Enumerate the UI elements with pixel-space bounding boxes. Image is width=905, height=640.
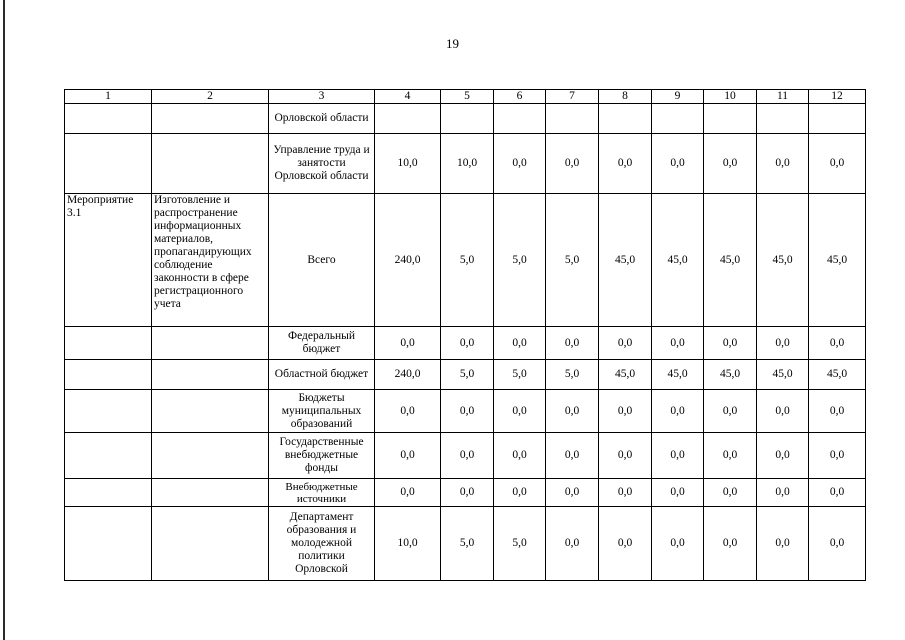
event-cell: [65, 390, 152, 433]
value-cell: 0,0: [652, 327, 704, 360]
value-cell: 0,0: [704, 390, 757, 433]
event-cell: [65, 507, 152, 581]
value-cell: [494, 104, 546, 134]
value-cell: 0,0: [441, 390, 494, 433]
header-cell: 10: [704, 90, 757, 104]
source-cell: Всего: [269, 194, 375, 327]
value-cell: 0,0: [375, 433, 441, 479]
page-number: 19: [446, 36, 459, 51]
table-row: [65, 194, 866, 327]
value-cell: 0,0: [599, 433, 652, 479]
value-cell: 0,0: [757, 390, 809, 433]
value-cell: 45,0: [599, 194, 652, 327]
table-row: [65, 390, 866, 433]
value-cell: 0,0: [809, 390, 866, 433]
source-cell: Орловской области: [269, 104, 375, 134]
value-cell: 0,0: [809, 134, 866, 194]
value-cell: 5,0: [494, 507, 546, 581]
description-cell: [152, 134, 269, 194]
value-cell: 0,0: [441, 327, 494, 360]
value-cell: 0,0: [809, 479, 866, 507]
scan-edge-line: [3, 0, 5, 640]
value-cell: 0,0: [704, 433, 757, 479]
value-cell: 0,0: [757, 327, 809, 360]
source-cell: Управление труда и занятости Орловской области: [269, 134, 375, 194]
header-cell: 8: [599, 90, 652, 104]
value-cell: 5,0: [494, 194, 546, 327]
value-cell: 0,0: [546, 433, 599, 479]
value-cell: 0,0: [599, 134, 652, 194]
value-cell: [375, 104, 441, 134]
value-cell: 0,0: [704, 134, 757, 194]
value-cell: 45,0: [652, 360, 704, 390]
value-cell: 45,0: [599, 360, 652, 390]
value-cell: 0,0: [375, 327, 441, 360]
value-cell: 45,0: [757, 194, 809, 327]
value-cell: 45,0: [757, 360, 809, 390]
value-cell: 0,0: [757, 134, 809, 194]
source-cell: Государственные внебюджетные фонды: [269, 433, 375, 479]
value-cell: 0,0: [546, 327, 599, 360]
source-cell: Внебюджетные источники: [269, 479, 375, 507]
value-cell: 0,0: [494, 134, 546, 194]
event-cell: [65, 104, 152, 134]
value-cell: 0,0: [652, 390, 704, 433]
value-cell: 10,0: [375, 507, 441, 581]
value-cell: 0,0: [704, 507, 757, 581]
header-cell: 9: [652, 90, 704, 104]
value-cell: 5,0: [441, 360, 494, 390]
table-row: [65, 327, 866, 360]
value-cell: 5,0: [441, 194, 494, 327]
description-cell: [152, 390, 269, 433]
description-cell: [152, 327, 269, 360]
header-cell: 12: [809, 90, 866, 104]
value-cell: 0,0: [546, 507, 599, 581]
value-cell: 0,0: [441, 433, 494, 479]
value-cell: 0,0: [375, 390, 441, 433]
budget-table: [64, 89, 866, 581]
description-cell: [152, 360, 269, 390]
header-cell: 11: [757, 90, 809, 104]
event-cell: [65, 479, 152, 507]
value-cell: 0,0: [652, 507, 704, 581]
value-cell: 45,0: [809, 360, 866, 390]
value-cell: 0,0: [546, 134, 599, 194]
value-cell: [546, 104, 599, 134]
description-cell: [152, 479, 269, 507]
value-cell: 45,0: [704, 194, 757, 327]
header-cell: 6: [494, 90, 546, 104]
value-cell: 240,0: [375, 360, 441, 390]
source-cell: Федеральный бюджет: [269, 327, 375, 360]
value-cell: 0,0: [757, 507, 809, 581]
value-cell: [704, 104, 757, 134]
header-cell: 1: [65, 90, 152, 104]
table-row: [65, 433, 866, 479]
value-cell: [441, 104, 494, 134]
description-cell: Изготовление и распространение информационных материалов, пропагандирующих соблюдение законности в сфере регистрационного учета: [152, 194, 269, 327]
table-row: [65, 507, 866, 581]
value-cell: 0,0: [599, 479, 652, 507]
value-cell: 0,0: [494, 479, 546, 507]
source-cell: Областной бюджет: [269, 360, 375, 390]
value-cell: 10,0: [441, 134, 494, 194]
value-cell: 0,0: [546, 390, 599, 433]
table-row: [65, 360, 866, 390]
value-cell: 5,0: [546, 360, 599, 390]
value-cell: 0,0: [757, 479, 809, 507]
description-cell: [152, 433, 269, 479]
value-cell: 0,0: [704, 327, 757, 360]
value-cell: 0,0: [441, 479, 494, 507]
value-cell: [757, 104, 809, 134]
value-cell: 0,0: [599, 507, 652, 581]
value-cell: 0,0: [494, 433, 546, 479]
value-cell: 5,0: [441, 507, 494, 581]
value-cell: 5,0: [494, 360, 546, 390]
table-row: [65, 104, 866, 134]
description-cell: [152, 507, 269, 581]
value-cell: 0,0: [809, 327, 866, 360]
source-cell: Департамент образования и молодежной политики Орловской: [269, 507, 375, 581]
table-row: [65, 134, 866, 194]
event-cell: [65, 327, 152, 360]
value-cell: [599, 104, 652, 134]
value-cell: [652, 104, 704, 134]
value-cell: 0,0: [375, 479, 441, 507]
value-cell: 5,0: [546, 194, 599, 327]
value-cell: 45,0: [704, 360, 757, 390]
value-cell: 0,0: [704, 479, 757, 507]
value-cell: 240,0: [375, 194, 441, 327]
value-cell: 45,0: [809, 194, 866, 327]
event-cell: [65, 134, 152, 194]
event-cell: [65, 433, 152, 479]
value-cell: 0,0: [652, 433, 704, 479]
value-cell: 0,0: [599, 327, 652, 360]
value-cell: 0,0: [652, 479, 704, 507]
header-cell: 2: [152, 90, 269, 104]
value-cell: [809, 104, 866, 134]
value-cell: 0,0: [809, 433, 866, 479]
value-cell: 0,0: [652, 134, 704, 194]
header-cell: 3: [269, 90, 375, 104]
column-number-row: [65, 90, 866, 104]
source-cell: Бюджеты муниципальных образований: [269, 390, 375, 433]
value-cell: 0,0: [494, 327, 546, 360]
value-cell: 0,0: [546, 479, 599, 507]
description-cell: [152, 104, 269, 134]
header-cell: 4: [375, 90, 441, 104]
header-cell: 7: [546, 90, 599, 104]
event-cell: [65, 360, 152, 390]
value-cell: 10,0: [375, 134, 441, 194]
value-cell: 0,0: [494, 390, 546, 433]
header-cell: 5: [441, 90, 494, 104]
table-row: [65, 479, 866, 507]
value-cell: 0,0: [809, 507, 866, 581]
event-cell: Мероприятие 3.1: [65, 194, 152, 327]
value-cell: 0,0: [599, 390, 652, 433]
value-cell: 45,0: [652, 194, 704, 327]
value-cell: 0,0: [757, 433, 809, 479]
